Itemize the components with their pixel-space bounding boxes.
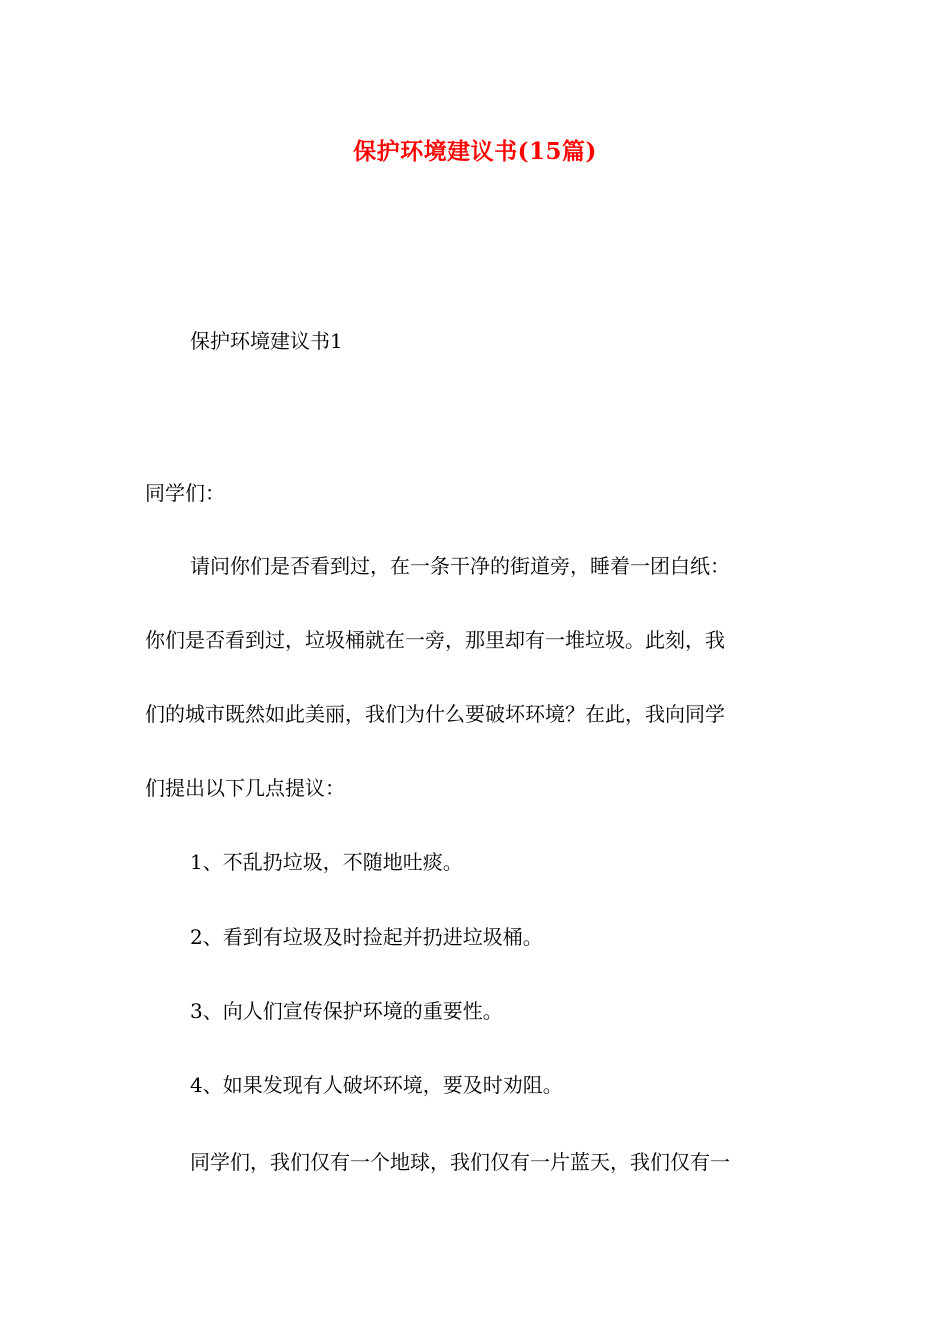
paragraph-line-4: 们提出以下几点提议： <box>145 776 345 800</box>
document-title: 保护环境建议书(15篇) <box>353 138 597 165</box>
list-item-1: 1、不乱扔垃圾，不随地吐痰。 <box>190 850 463 874</box>
list-item-2: 2、看到有垃圾及时捡起并扔进垃圾桶。 <box>190 925 543 949</box>
paragraph-line-1: 请问你们是否看到过，在一条干净的街道旁，睡着一团白纸： <box>190 554 730 578</box>
section-heading: 保护环境建议书1 <box>190 329 343 353</box>
salutation: 同学们： <box>145 481 225 505</box>
paragraph-line-2: 你们是否看到过，垃圾桶就在一旁，那里却有一堆垃圾。此刻，我 <box>145 628 725 652</box>
paragraph-line-3: 们的城市既然如此美丽，我们为什么要破坏环境？在此，我向同学 <box>145 702 725 726</box>
list-item-3: 3、向人们宣传保护环境的重要性。 <box>190 999 503 1023</box>
paragraph-closing-line: 同学们，我们仅有一个地球，我们仅有一片蓝天，我们仅有一 <box>190 1150 730 1174</box>
list-item-4: 4、如果发现有人破坏环境，要及时劝阻。 <box>190 1073 563 1097</box>
